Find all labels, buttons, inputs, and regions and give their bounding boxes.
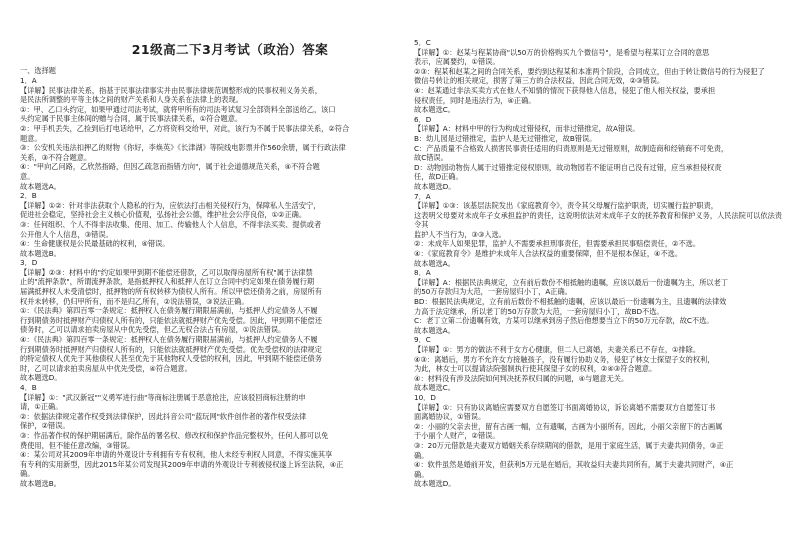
answer-line: ④：赵某通过非法买卖方式在他人不知情的情况下获得他人信息，侵犯了他人相关权益，要承担 — [414, 85, 716, 95]
answer-line: 这表明父母要对未成年子女承担监护的责任，这说明依法对未成年子女的抚养教育和保护义务，人民法院可以依法责令其 — [414, 210, 782, 230]
answer-line: 权并未转移，仍归甲所有，而不是归乙所有，②说法错误，③说法正确。 — [20, 296, 249, 306]
left-column-content — [20, 66, 388, 489]
question-block — [414, 268, 782, 335]
answer-line: 【详解】①：只有协议离婚应需要双方自愿签订书面离婚协议，诉讼离婚不需要双方自愿签订书 — [414, 402, 716, 412]
page-title: 21级高二下3月考试（政治）答案 — [131, 42, 329, 57]
question-number: 6．D — [414, 114, 432, 124]
answer-line: 题意。 — [20, 133, 42, 143]
answer-line: 确。 — [414, 469, 429, 479]
answer-line: 【详解】②③：材料中的"约定如果甲到期不能偿还借款，乙可以取得房屋所有权"属于法律禁 — [20, 267, 313, 277]
answer-line: 【详解】①：赵某与程某协商"以50万的价格购买九个微信号"，是希望与程某订立合同的意思 — [414, 47, 710, 57]
answer-line: ②：小丽的父亲去世，留有古画一幅，立有遗嘱，古画为小丽所有，因此，小丽父亲留下的古画属 — [414, 421, 723, 431]
answer-line: 届满抵押权人未受清偿时，抵押物的所有权转移为债权人所有。所以甲偿还债务之前，房屋所有 — [20, 287, 322, 297]
question-block — [20, 383, 388, 489]
answer-line: 故C错误。 — [414, 153, 448, 163]
answer-line: 任，故D正确。 — [414, 172, 463, 182]
answer-line: 故本题选B。 — [20, 478, 61, 488]
answer-line: ②：甲手机丢失，乙捡到后打电话给甲，乙方将资料交给甲，对此，该行为不属于民事法律关系，②符合 — [20, 123, 350, 133]
question-number: 2．B — [20, 191, 37, 201]
answer-line: 于小丽个人财产，②错误。 — [414, 431, 500, 441]
answer-line: 【详解】①②：针对非法获取个人隐私的行为，应依法打击相关侵权行为，保障私人生活安宁， — [20, 200, 321, 210]
answer-line: 微信号转让的相关规定，损害了第三方的合法权益，因此合同无效，②③错误。 — [414, 76, 665, 86]
answer-line: ④：材料没有涉及法院如何判决抚养权归属的问题，④与题意无关。 — [414, 373, 629, 383]
question-number: 3．D — [20, 258, 38, 268]
answer-line: 故本题选A。 — [414, 258, 455, 268]
answer-line: 行到期债务时抵押财产归债权人所有的，只能依法就抵押财产优先受偿。优先受偿权的法律规定 — [20, 344, 322, 354]
question-block — [414, 192, 782, 269]
answer-line: ①：《民法典》第四百零一条规定：抵押权人在债务履行期限届满前，与抵押人约定债务人不履 — [20, 306, 318, 316]
question-number: 5．C — [414, 38, 431, 47]
answer-line: ④：《民法典》第四百零一条规定：抵押权人在债务履行期限届满前，与抵押人约定债务人不履 — [20, 335, 318, 345]
answer-line: 时，乙可以请求拍卖房屋从中优先受偿，④符合题意。 — [20, 363, 192, 373]
answer-line: ③：20万元借款是夫妻双方婚姻关系存续期间的借款，是用于家庭生活，属于夫妻共同债务，③正 — [414, 440, 724, 450]
answer-line: ②：未成年人如果犯罪，监护人不需要承担刑事责任，但需要承担民事赔偿责任，②不选。 — [414, 239, 701, 249]
answer-line: ④：《家庭教育令》是维护未成年人合法权益的重要保障，但不是根本保证，④不选。 — [414, 249, 683, 259]
answer-line: 故本题选D。 — [414, 181, 456, 191]
answer-line: 故本题选A。 — [414, 325, 455, 335]
answer-line: 故本题选D。 — [20, 373, 62, 383]
answer-line: 力高于法定继承，所以老丁的50万存款为大范，一套房屋归小丁，故BD不选。 — [414, 306, 664, 316]
answer-line: ②：依据法律规定著作权受到法律保护，因此抖音公司"蓝玩网"软件创作者的著作权受法律 — [20, 411, 307, 421]
answer-line: ④③：离婚后，男方不允许女方接触孩子，没有履行协助义务，侵犯了林女士探望子女的权利， — [414, 354, 715, 364]
answer-line: 公开他人个人信息，③错误。 — [20, 229, 113, 239]
answer-line: ④：某公司对其2009年申请的外观设计专利拥有专有权利，他人未经专利权人同意，不得实施其享 — [20, 450, 333, 460]
answer-line: 头约定属于民事主体间的赠与合同，属于民事法律关系，①符合题意。 — [20, 114, 243, 124]
answer-line: ④：生命健康权是公民最基础的权利，④错误。 — [20, 239, 170, 249]
answer-line: D：动物园动物伤人属于过错推定侵权原则，故动物园若不能证明自己没有过错，应当承担侵权责 — [414, 162, 722, 172]
left-column — [20, 38, 388, 489]
answer-line: 【详解】①③：该基层法院发出《家庭教育令》，责令其父母履行监护职责，切实履行监护职责， — [414, 201, 718, 211]
question-number: 8．A — [414, 268, 431, 278]
answer-line: 止的"流押条款"，所谓流押条款，是指抵押权人和抵押人在订立合同中约定如果在债务履行期 — [20, 277, 315, 287]
answer-line: ③：公安机关违法扣押乙的财物《你好，李焕英》《长津湖》等院线电影票并作560余册，属于行政法律 — [20, 143, 346, 153]
answer-line: 监护人不当行为，③③入选。 — [414, 229, 506, 239]
question-block — [20, 76, 388, 191]
answer-line: 【详解】A：材料中甲的行为构成过错侵权，而非过错推定，故A错误。 — [414, 124, 640, 134]
question-block — [20, 258, 388, 383]
answer-line: ①：甲、乙口头约定，如果甲通过司法考试，就将甲所有的司法考试复习全部资料全部送给乙，该口 — [20, 104, 336, 114]
answer-line: 是民法所调整的平等主体之间的财产关系和人身关系在法律上的表现。 — [20, 95, 243, 105]
answer-line: 侵权责任，同时是违法行为，④正确。 — [414, 95, 536, 105]
answer-line: 表示，应属要约，①错误。 — [414, 57, 500, 67]
answer-line: ②③：程某和赵某之间的合同关系，要约到达程某和本准两个阶段，合同成立，但由于转让微信号的行为侵犯了 — [414, 66, 765, 76]
answer-line: 面离婚协议，①错误。 — [414, 412, 486, 422]
answer-line: 有专利的实用新型，因此2015年某公司发现其2009年申请的外观设计专利被侵权遂上诉至法院，④正 — [20, 459, 344, 469]
answer-line: 【详解】①：男方的做法不利于女方心健康，但二人已离婚，夫妻关系已不存在，①排除。 — [414, 345, 701, 354]
question-number: 10．D — [414, 392, 436, 402]
answer-line: 故本题选B。 — [20, 248, 61, 258]
answer-line: 意。 — [20, 171, 35, 181]
answer-line: ③：作品著作权的保护期届满后，除作品的署名权、修改权和保护作品完整权外，任何人都可以免 — [20, 430, 329, 440]
answer-line: C：老丁立第二份遗嘱有效，方某可以继承到房子然后他想要当立下的50万元存款，故C不选。 — [414, 316, 714, 326]
answer-line: 的特定债权人优先于其他债权人甚至优先于其他物权人受偿的权利，因此，甲到期不能偿还债务 — [20, 354, 322, 364]
question-number: 1．A — [20, 76, 37, 85]
answer-line: 故本题选A。 — [20, 181, 61, 191]
answer-line: ③：任何组织、个人不得非法收集、使用、加工、传输他人个人信息，不得非法买卖、提供或者 — [20, 219, 322, 229]
answer-line: 请，①正确。 — [20, 402, 63, 412]
answer-line: 确。 — [414, 450, 429, 460]
answer-line: 关系，③不符合题意。 — [20, 152, 92, 162]
question-block — [414, 393, 782, 489]
answer-line: 为此，林女士可以提请法院强制执行使其探望子女的权利，②④③符合题意。 — [414, 364, 657, 374]
question-number: 9．C — [414, 335, 431, 345]
question-number: 7．A — [414, 191, 431, 201]
answer-line: 行到期债务时抵押财产归债权人所有的，只能依法就抵押财产优先受偿。因此，甲到期不能偿还 — [20, 315, 322, 325]
question-block — [20, 191, 388, 258]
answer-line: 的50万存款归为大范，一套房屋归小丁，A正确。 — [414, 287, 572, 297]
answer-line: C：产品质量不合格致人损害民事责任适用的归责原则是无过错原则，故制造商和经销商不可免责， — [414, 143, 729, 153]
answer-line: ④：软件虽然是婚前开发，但获利5万元是在婚后，其收益归夫妻共同所有，属于夫妻共同财产，④正 — [414, 460, 734, 470]
answer-line: 故本题选D。 — [414, 479, 456, 489]
answer-line: ④："甲向乙问路，乙欣然指路，但因乙疏忽而指错方向"，属于社会道德规范关系，④不符合题 — [20, 162, 320, 172]
answer-line: BD：根据民法典规定，立有前后数份不相抵触的遗嘱，应该以最后一份遗嘱为主，且遗嘱的法律效 — [414, 297, 727, 307]
right-column — [414, 38, 782, 489]
answer-line: 保护，②错误。 — [20, 421, 70, 431]
answer-line: 【详解】①："武汉新冠""义勇军进行曲"等商标注册属于恶意抢注，应该驳回商标注册的申 — [20, 392, 306, 402]
answer-line: 债务时，乙可以请求拍卖房屋从中优先受偿，但乙无权合法占有房屋，①说法错误。 — [20, 325, 286, 335]
answer-line: 故本题选C。 — [414, 105, 455, 115]
question-block — [414, 38, 782, 115]
answer-line: 确。 — [20, 469, 35, 479]
right-column-content — [414, 38, 782, 489]
answer-line: 促进社会稳定，坚持社会主义核心价值观，弘扬社会公德，维护社会公序良俗，①②正确。 — [20, 210, 307, 220]
answer-line: 故本题选C。 — [414, 383, 455, 393]
question-block — [414, 335, 782, 393]
answer-line: 费使用，但不能任意改编，③错误。 — [20, 440, 135, 450]
section-heading: 一、选择题 — [20, 66, 56, 75]
answer-line: 【详解】A：根据民法典规定，立有前后数份不相抵触的遗嘱，应该以最后一份遗嘱为主，所以老丁 — [414, 277, 728, 287]
question-block — [414, 115, 782, 192]
question-number: 4．B — [20, 383, 37, 392]
answer-line: 【详解】民事法律关系，指基于民事法律事实并由民事法律规范调整形成的民事权利义务关系， — [20, 85, 322, 95]
answer-line: B：幼儿园是过错推定，监护人是无过错推定，故B错误。 — [414, 133, 597, 143]
